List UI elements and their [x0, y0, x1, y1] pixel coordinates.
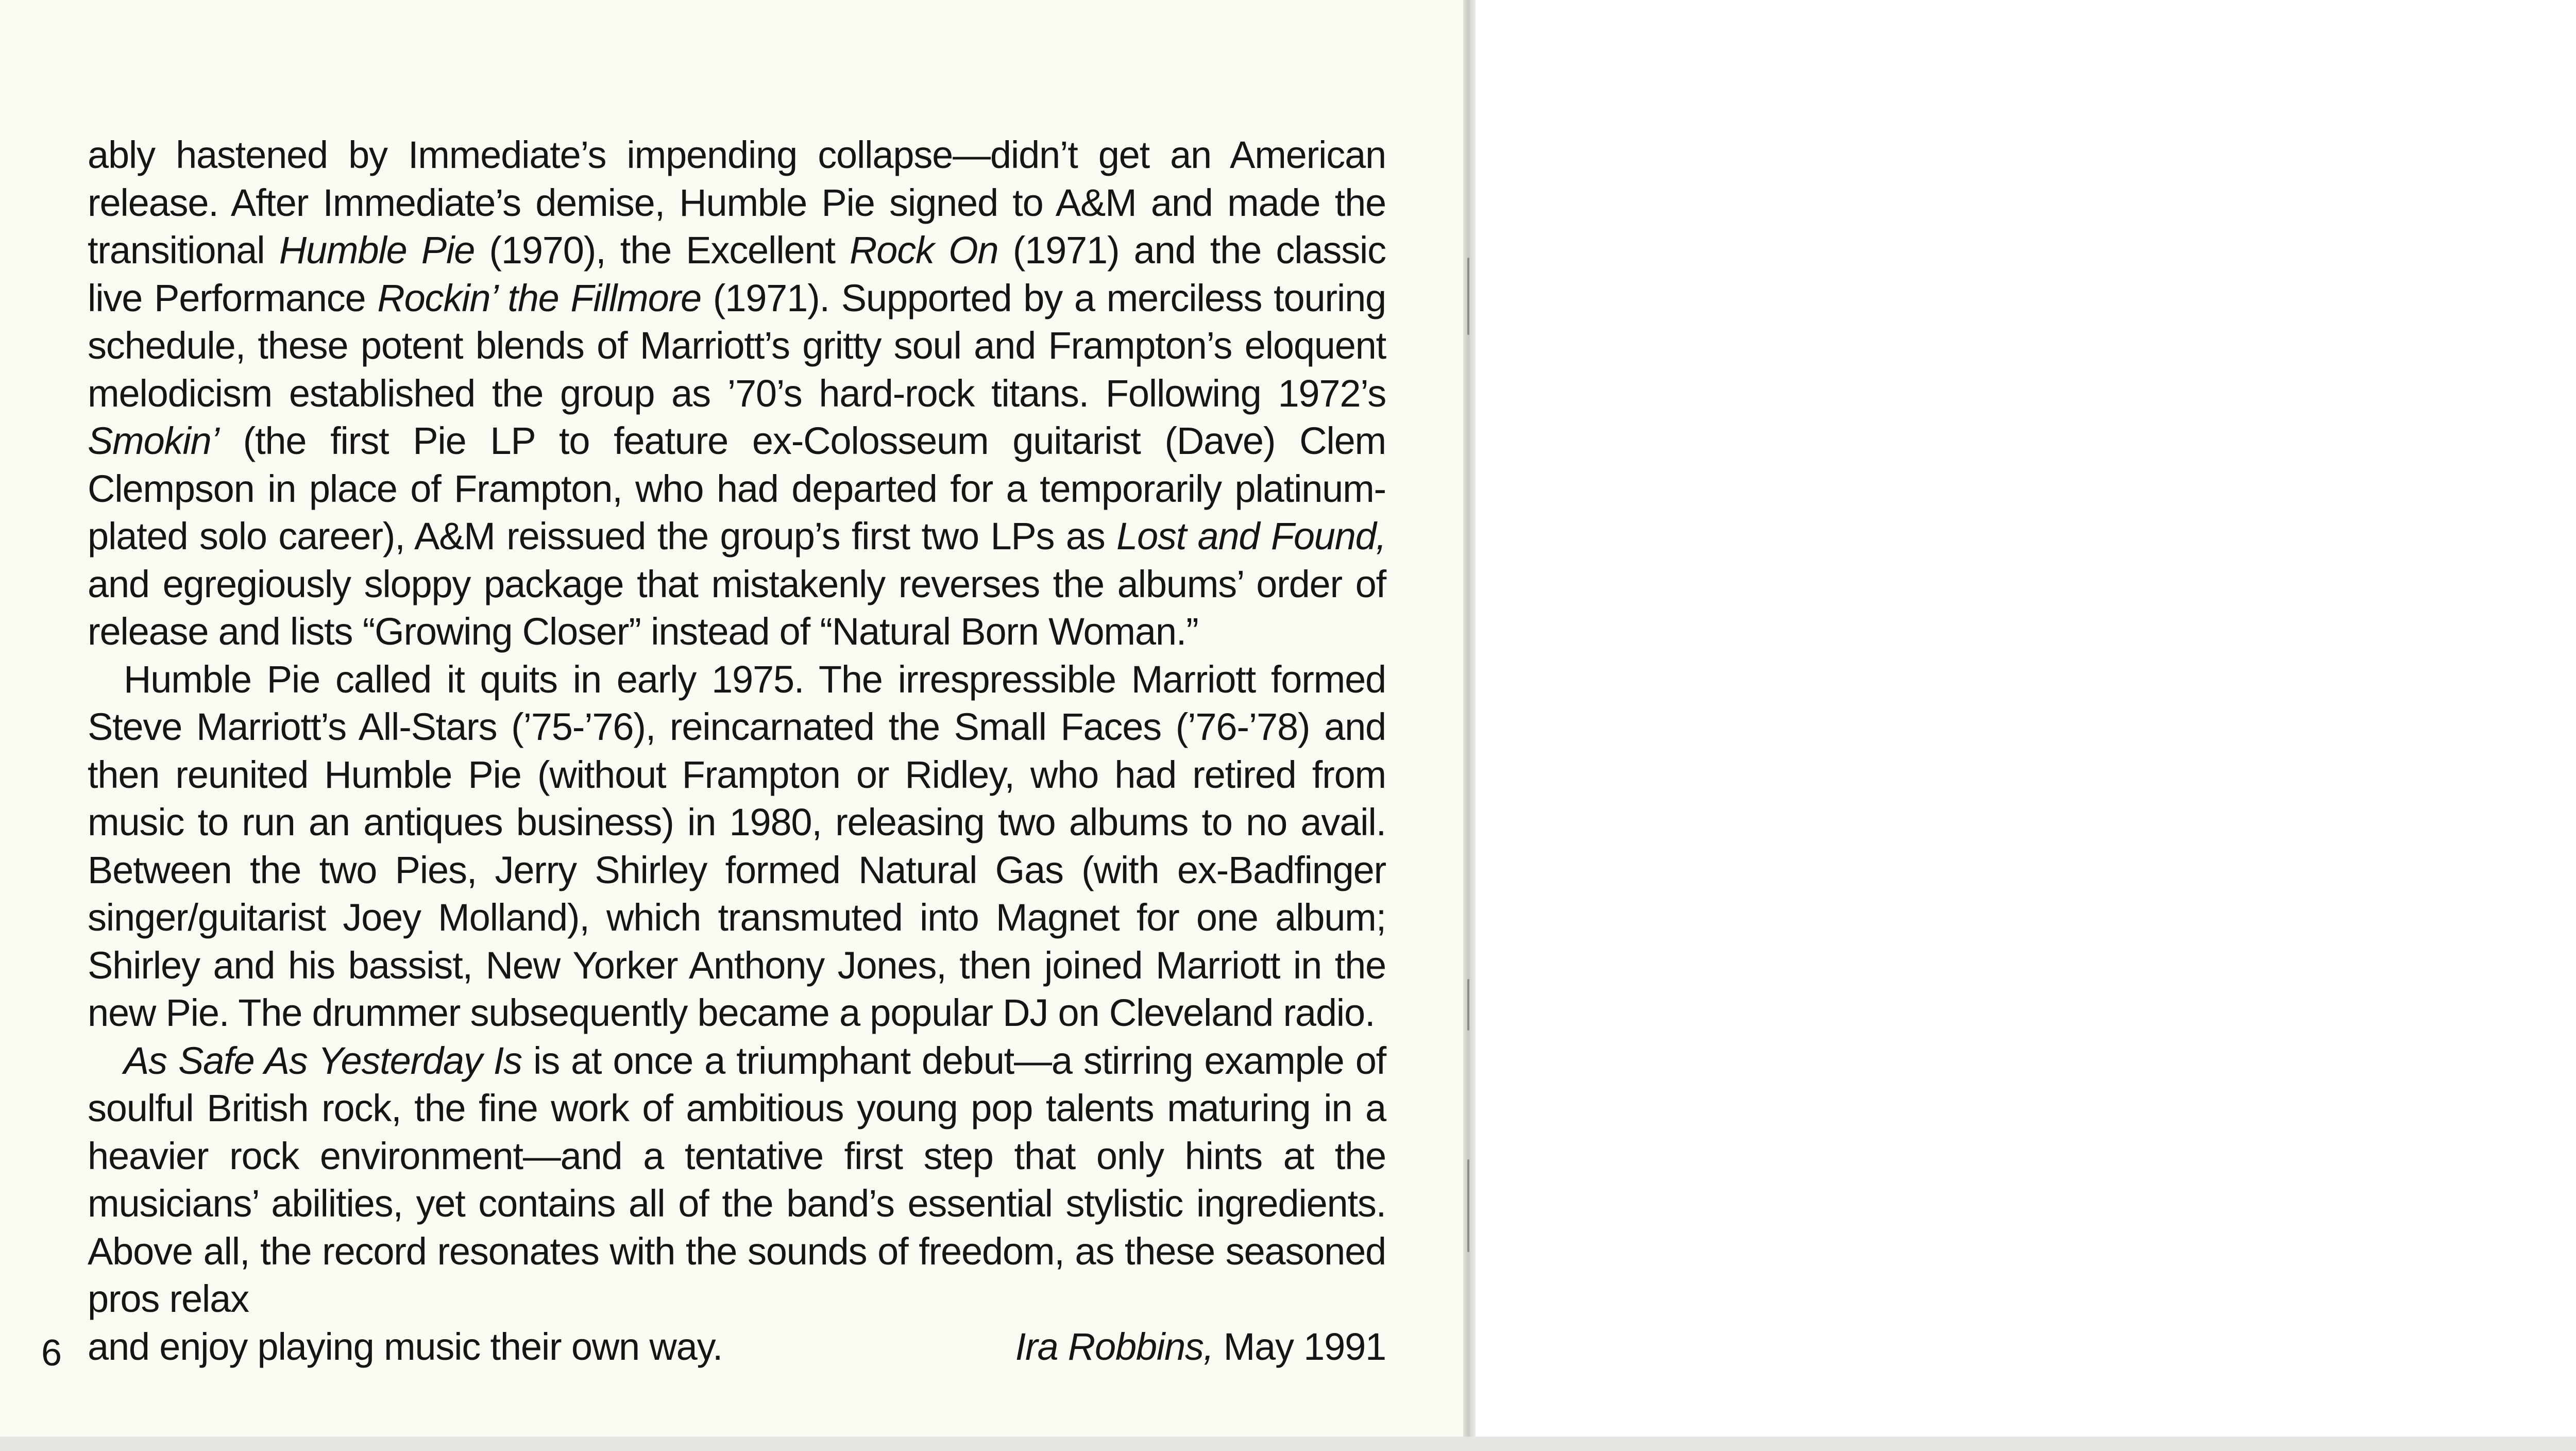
liner-notes-text	[88, 131, 1386, 1371]
text-segment: and egregiously sloppy package that mistakenly reverses the albums’ order of release and lists “Growing Closer” instead of “Natural Born Woman.”	[88, 562, 1386, 653]
right-page-blank	[1476, 0, 2576, 1443]
text-segment: ably hastened by Immediate’s impending collapse—didn’t get an American release. After Immediate’s demise, Humble Pie signed to A&M and made the transitional	[88, 133, 1386, 272]
paragraph	[88, 656, 1386, 1037]
italic-title-segment: As Safe As Yesterday Is	[124, 1039, 522, 1082]
text-segment: (1971) and the classic live Performance	[88, 229, 1386, 319]
text-segment: (1971). Supported by a merciless touring schedule, these potent blends of Marriott’s gritty soul and Frampton’s eloquent melodicism established the group as ’70’s hard-rock titans. Following 1972’s	[88, 276, 1386, 415]
paragraph	[88, 131, 1386, 656]
italic-title-segment: Rock On	[850, 229, 998, 272]
text-segment: (1970), the Excellent	[474, 229, 850, 272]
italic-title-segment: Lost and Found,	[1116, 515, 1386, 558]
closing-line-with-signature	[88, 1323, 1386, 1371]
italic-title-segment: Humble Pie	[279, 229, 475, 272]
scan-bottom-edge	[0, 1437, 2576, 1451]
paragraph	[88, 1037, 1386, 1323]
text-segment: (the first Pie LP to feature ex-Colosseum guitarist (Dave) Clem Clempson in place of Frampton, who had departed for a temporarily platinum-plated solo career), A&M reissued the group’s first two LPs as	[88, 419, 1386, 558]
gutter-crease	[1467, 979, 1469, 1031]
text-segment: is at once a triumphant debut—a stirring example of soulful British rock, the fine work of ambitious young pop talents maturing in a heavier rock environment—and a tentative first step that only hints at the musicians’ abilities, yet contains all of the band’s essential stylistic ingredients. Above all, the record resonates with the sounds of freedom, as these seasoned pros relax	[88, 1039, 1386, 1320]
italic-title-segment: Rockin’ the Fillmore	[377, 276, 701, 319]
closing-line: and enjoy playing music their own way.	[88, 1325, 723, 1368]
gutter-crease	[1467, 258, 1469, 335]
page-number: 6	[41, 1332, 62, 1374]
text-segment: Humble Pie called it quits in early 1975. The irrespressible Marriott formed Steve Marriott’s All-Stars (’75-’76), reincarnated the Small Faces (’76-’78) and then reunited Humble Pie (without Frampton or Ridley, who had retired from music to run an antiques business) in 1980, releasing two albums to no avail. Between the two Pies, Jerry Shirley formed Natural Gas (with ex-Badfinger singer/guitarist Joey Molland), which transmuted into Magnet for one album; Shirley and his bassist, New Yorker Anthony Jones, then joined Marriott in the new Pie. The drummer subsequently became a popular DJ on Cleveland radio.	[88, 657, 1386, 1034]
signature	[1015, 1323, 1386, 1371]
italic-title-segment: Smokin’	[88, 419, 219, 462]
book-gutter	[1463, 0, 1476, 1443]
gutter-crease	[1467, 1159, 1469, 1252]
signature-date: May 1991	[1223, 1325, 1386, 1368]
author-name: Ira Robbins,	[1015, 1325, 1214, 1368]
